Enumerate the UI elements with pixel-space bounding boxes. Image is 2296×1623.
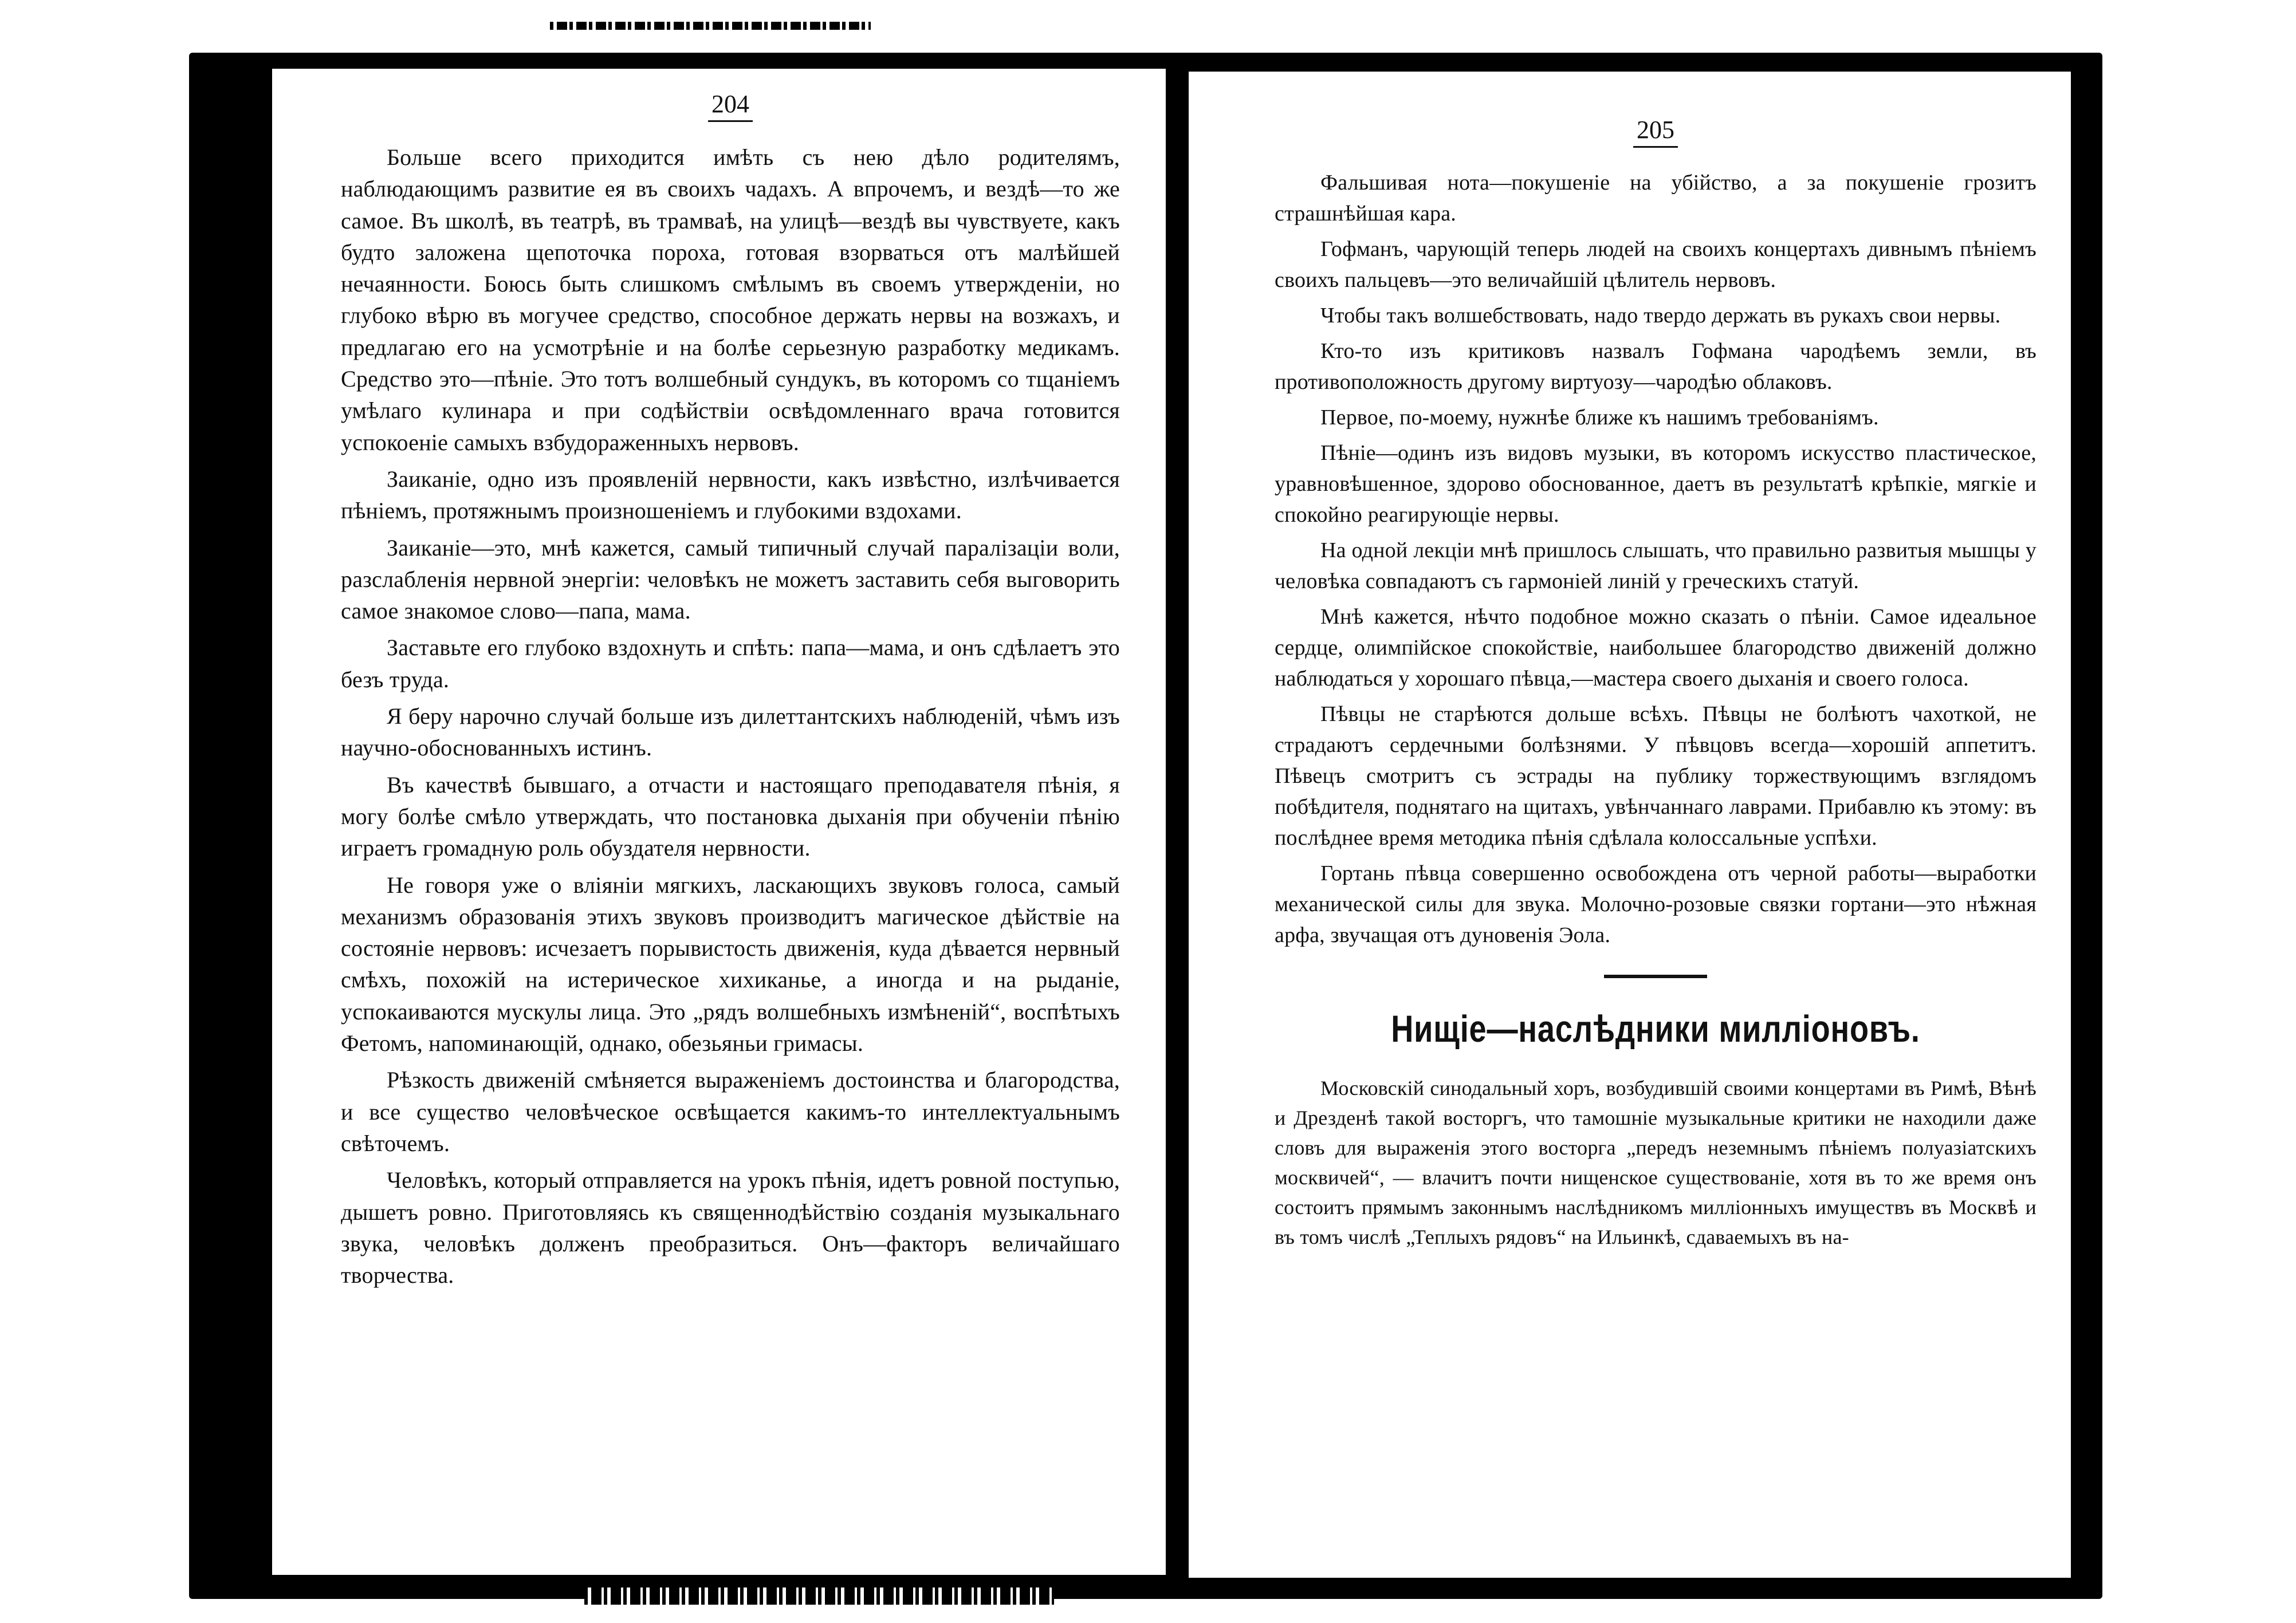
paragraph: Въ качествѣ бывшаго, а отчасти и настоящаго преподавателя пѣнія, я могу болѣе смѣло утверждать, что постановка дыханія при обученіи пѣнію играетъ громадную роль обуздателя нервности. [341, 771, 1120, 861]
paragraph: Гофманъ, чарующій теперь людей на своихъ концертахъ дивнымъ пѣніемъ своихъ пальцевъ—это величайшій цѣлитель нервовъ. [1275, 237, 2036, 292]
paragraph: Пѣніе—одинъ изъ видовъ музыки, въ которомъ искусство пластическое, уравновѣшенное, здорово обоснованное, даетъ въ результатѣ крѣпкіе, мягкіе и спокойно реагирующіе нервы. [1275, 441, 2036, 527]
paragraph: Рѣзкость движеній смѣняется выраженіемъ достоинства и благородства, и все существо человѣческое освѣщается какимъ-то интеллектуальнымъ свѣточемъ. [341, 1067, 1120, 1156]
left-page [272, 69, 1166, 1575]
paragraph: Чтобы такъ волшебствовать, надо твердо держать въ рукахъ свои нервы. [1320, 304, 2001, 328]
paragraph: Не говоря уже о вліяніи мягкихъ, ласкающихъ звуковъ голоса, самый механизмъ образованія этихъ звуковъ производитъ магическое дѣйствіе на состояніе нервовъ: исчезаетъ порывистость движенія, куда дѣвается нервный смѣхъ, похожій на истерическое хихиканье, а иногда и на рыданіе, успокаиваются мускулы лица. Это „рядъ волшебныхъ измѣненій“, воспѣтыхъ Фетомъ, напоминающій, однако, обезьяньи гримасы. [341, 872, 1120, 1057]
paragraph: Заставьте его глубоко вздохнуть и спѣть: папа—мама, и онъ сдѣлаетъ это безъ труда. [341, 635, 1120, 692]
section-divider [1604, 975, 1707, 978]
paragraph: Заиканіе—это, мнѣ кажется, самый типичный случай паралізаціи воли, разслабленія нервной энергіи: человѣкъ не можетъ заставить себя выговорить самое знакомое слово—папа, мама. [341, 534, 1120, 624]
page-number-text: 205 [1633, 117, 1678, 148]
paragraph: Человѣкъ, который отправляется на урокъ пѣнія, идетъ ровной поступью, дышетъ ровно. Приготовляясь къ священнодѣйствію созданія музыкальнаго звука, человѣкъ долженъ преобразиться. Онъ—факторъ величайшаго творчества. [341, 1167, 1120, 1289]
paragraph: Фальшивая нота—покушеніе на убійство, а за покушеніе грозитъ страшнѣйшая кара. [1275, 171, 2036, 226]
bottom-scan-noise [584, 1587, 1054, 1605]
paragraph: Гортань пѣвца совершенно освобождена отъ черной работы—выработки механической силы для звука. Молочно-розовые связки гортани—это нѣжная арфа, звучащая отъ дуновенія Эола. [1275, 861, 2036, 947]
paragraph: На одной лекціи мнѣ пришлось слышать, что правильно развитыя мышцы у человѣка совпадаютъ съ гармоніей линій у греческихъ статуй. [1275, 538, 2036, 593]
paragraph: Я беру нарочно случай больше изъ дилеттантскихъ наблюденій, чѣмъ изъ научно-обоснованныхъ истинъ. [341, 703, 1120, 761]
page-number [341, 92, 1120, 122]
paragraph: Московскій синодальный хоръ, возбудившій своими концертами въ Римѣ, Вѣнѣ и Дрезденѣ такой восторгъ, что тамошніе музыкальные критики не находили даже словъ для выраженія этого восторга „передъ неземнымъ пѣніемъ полуазіатскихъ москвичей“, — влачитъ почти нищенское существованіе, хотя въ то же время онъ состоитъ прямымъ законнымъ наслѣдникомъ милліонныхъ имуществъ въ Москвѣ и въ томъ числѣ „Теплыхъ рядовъ“ на Ильинкѣ, сдаваемыхъ въ на- [1275, 1077, 2036, 1248]
paragraph: Мнѣ кажется, нѣчто подобное можно сказать о пѣніи. Самое идеальное сердце, олимпійское спокойствіе, наибольшее благородство движеній должно наблюдаться у хорошаго пѣвца,—мастера своего дыханія и своего голоса. [1275, 605, 2036, 691]
page-number-text: 204 [708, 92, 753, 122]
chapter-title: Нищіе—наслѣдники милліоновъ. [1391, 1007, 1920, 1050]
paragraph: Пѣвцы не старѣются дольше всѣхъ. Пѣвцы не болѣютъ чахоткой, не страдаютъ сердечными болѣзнями. У пѣвцовъ всегда—хорошій аппетитъ. Пѣвецъ смотритъ съ эстрады на публику торжествующимъ взглядомъ побѣдителя, поднятаго на щитахъ, увѣнчаннаго лаврами. Прибавлю къ этому: въ послѣднее время методика пѣнія сдѣлала колоссальные успѣхи. [1275, 702, 2036, 850]
right-page [1189, 72, 2071, 1578]
paragraph: Кто-то изъ критиковъ назвалъ Гофмана чародѣемъ земли, въ противоположность другому виртуозу—чародѣю облаковъ. [1275, 339, 2036, 394]
top-scan-noise [550, 22, 871, 30]
page-number [1275, 117, 2036, 148]
gutter-stitch [1174, 149, 1178, 1552]
paragraph: Больше всего приходится имѣть съ нею дѣло родителямъ, наблюдающимъ развитие ея въ своихъ чадахъ. А впрочемъ, и вездѣ—то же самое. Въ школѣ, въ театрѣ, въ трамваѣ, на улицѣ—вездѣ вы чувствуете, какъ будто заложена щепоточка пороха, готовая взорваться отъ малѣйшей нечаянности. Боюсь быть слишкомъ смѣлымъ въ своемъ утвержденіи, но глубоко вѣрю въ могучее средство, способное держать нервы на возжахъ, и предлагаю его на усмотрѣніе и на болѣе серьезную разработку медикамъ. Средство это—пѣніе. Это тотъ волшебный сундукъ, въ которомъ со тщаніемъ умѣлаго кулинара и при содѣйствіи освѣдомленнаго врача готовится успокоеніе самыхъ взбудораженныхъ нервовъ. [341, 144, 1120, 455]
paragraph: Заиканіе, одно изъ проявленій нервности, какъ извѣстно, излѣчивается пѣніемъ, протяжнымъ произношеніемъ и глубокими вздохами. [341, 466, 1120, 524]
paragraph: Первое, по-моему, нужнѣе ближе къ нашимъ требованіямъ. [1320, 405, 1879, 430]
